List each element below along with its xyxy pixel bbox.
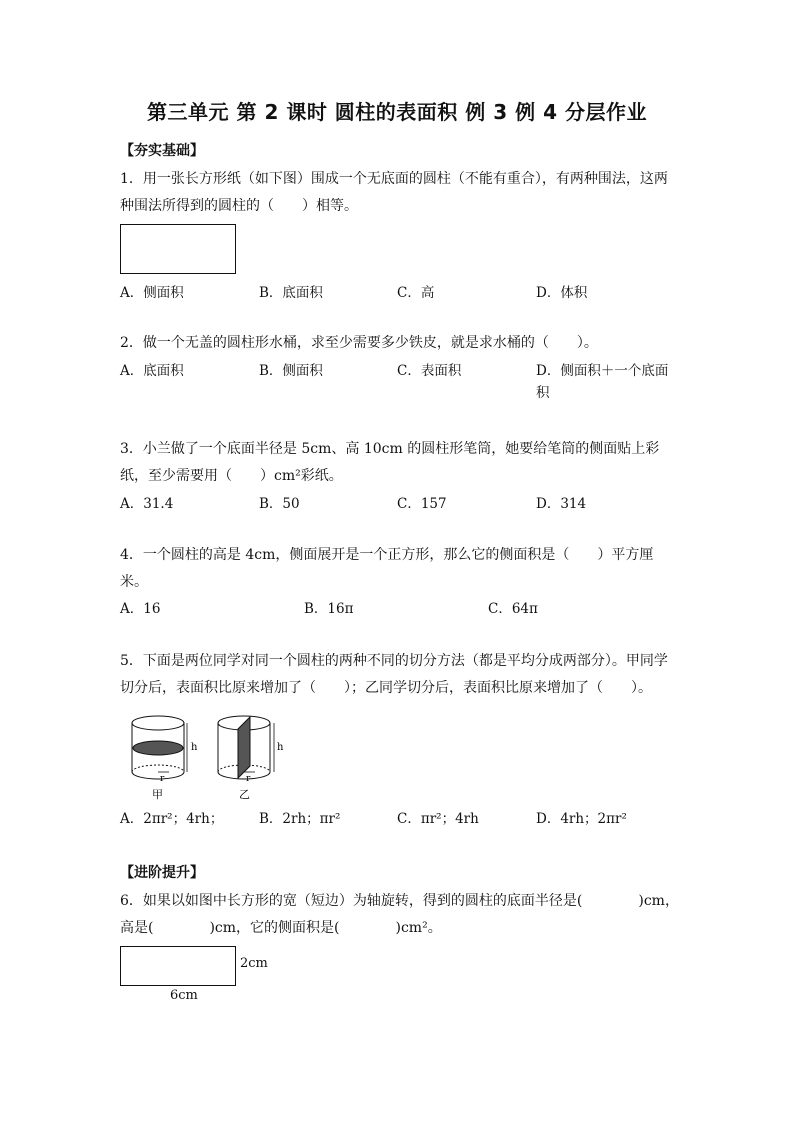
- option-a: A．底面积: [120, 363, 184, 379]
- question-3: 3．小兰做了一个底面半径是 5cm、高 10cm 的圆柱形笔筒，她要给笔筒的侧面贴上彩纸，至少需要用（ ）cm²彩纸。: [120, 441, 660, 484]
- label-yi: 乙: [239, 788, 250, 801]
- label-jia: 甲: [152, 788, 163, 801]
- question-6: 6．如果以如图中长方形的宽（短边）为轴旋转，得到的圆柱的底面半径是( )cm，高是( )cm，它的侧面积是( )cm²。: [120, 893, 679, 936]
- label-width: 2cm: [240, 956, 268, 971]
- option-c: C．表面积: [397, 363, 462, 379]
- option-b: B．底面积: [259, 285, 323, 301]
- page-title: 第三单元 第 2 课时 圆柱的表面积 例 3 例 4 分层作业: [147, 100, 647, 124]
- cylinder-jia: [132, 716, 187, 779]
- option-d: D．314: [536, 496, 587, 512]
- question-1: 1．用一张长方形纸（如下图）围成一个无底面的圆柱（不能有重合），有两种围法，这两种围法所得到的圆柱的（ ）相等。: [120, 171, 668, 214]
- question-5: 5．下面是两位同学对同一个圆柱的两种不同的切分方法（都是平均分成两部分）。甲同学切分后，表面积比原来增加了（ ）；乙同学切分后，表面积比原来增加了（ ）。: [120, 653, 668, 696]
- option-d: D．侧面积＋一个底面积: [536, 363, 669, 401]
- label-h-left: h: [191, 742, 198, 753]
- rectangle-rotation-figure: [120, 946, 236, 986]
- option-b: B．50: [259, 496, 300, 512]
- option-a: A．侧面积: [120, 285, 184, 301]
- option-a: A．16: [120, 601, 161, 617]
- option-b: B．16π: [304, 601, 354, 617]
- option-d: D．体积: [536, 285, 588, 301]
- section-advanced: 【进阶提升】: [120, 865, 204, 881]
- cylinder-yi: [218, 716, 274, 779]
- option-c: C．高: [397, 285, 435, 301]
- label-r-right: r: [246, 774, 251, 784]
- cylinder-cut-figures: [120, 708, 310, 803]
- option-c: C．64π: [488, 601, 538, 617]
- option-a: A．31.4: [120, 496, 174, 512]
- label-r-left: r: [160, 774, 165, 784]
- option-d: D．4rh；2πr²: [536, 811, 627, 827]
- option-c: C．157: [397, 496, 447, 512]
- option-b: B．侧面积: [259, 363, 323, 379]
- label-h-right: h: [277, 742, 284, 753]
- question-2: 2．做一个无盖的圆柱形水桶，求至少需要多少铁皮，就是求水桶的（ ）。: [120, 335, 598, 351]
- label-length: 6cm: [170, 988, 198, 1003]
- question-4: 4．一个圆柱的高是 4cm，侧面展开是一个正方形，那么它的侧面积是（ ）平方厘米。: [120, 547, 654, 590]
- rectangle-paper-figure: [120, 224, 236, 274]
- option-a: A．2πr²；4rh；: [120, 811, 224, 827]
- option-c: C．πr²；4rh: [397, 811, 479, 827]
- option-b: B．2rh；πr²: [259, 811, 341, 827]
- section-basic: 【夯实基础】: [120, 143, 204, 159]
